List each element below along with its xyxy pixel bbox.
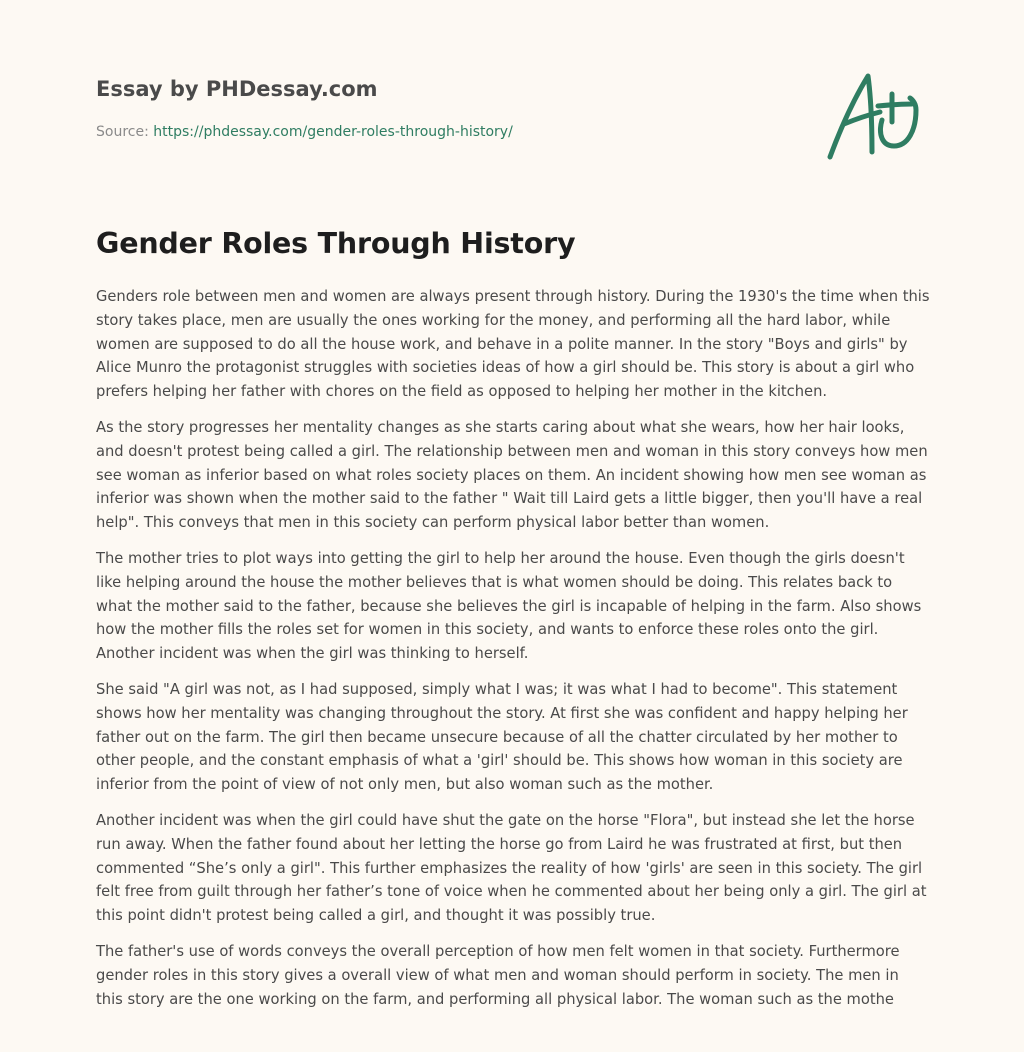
paragraph: Genders role between men and women are always present through history. During the 1930's the time when this story takes place, men are usually the ones working for the money, and performing all the hard labor, while women are supposed to do all the house work, and behave in a polite manner. In the story "Boys and girls" by Alice Munro the protagonist struggles with societies ideas of how a girl should be. This story is about a girl who prefers helping her father with chores on the field as opposed to helping her mother in the kitchen. [96, 288, 930, 401]
source-line [96, 122, 796, 142]
essay-body [96, 285, 930, 1023]
source-link[interactable]: https://phdessay.com/gender-roles-through-history/ [153, 124, 513, 140]
brand-title: Essay by PHDessay.com [96, 77, 378, 101]
paragraph: As the story progresses her mentality changes as she starts caring about what she wears, how her hair looks, and doesn't protest being called a girl. The relationship between men and woman in this story conveys how men see woman as inferior based on what roles society places on them. An incident showing how men see woman as inferior was shown when the mother said to the father " Wait till Laird gets a little bigger, then you'll have a real help". This conveys that men in this society can perform physical labor better than women. [96, 418, 928, 532]
paragraph: The mother tries to plot ways into getting the girl to help her around the house. Even though the girls doesn't like helping around the house the mother believes that is what women should be doing. This relates back to what the mother said to the father, because she believes the girl is incapable of helping in the farm. Also shows how the mother fills the roles set for women in this society, and wants to enforce these roles onto the girl. Another incident was when the girl was thinking to herself. [96, 549, 922, 663]
paragraph: The father's use of words conveys the overall perception of how men felt women in that society. Furthermore gender roles in this story gives a overall view of what men and woman should perform in society. The men in this story are the one working on the farm, and performing all physical labor. The woman such as the mothe [96, 942, 900, 1008]
a-plus-logo-icon [822, 68, 928, 164]
source-label: Source: [96, 124, 154, 140]
paragraph: Another incident was when the girl could have shut the gate on the horse "Flora", but instead she let the horse run away. When the father found about her letting the horse go from Laird he was frustrated at first, but then commented “She’s only a girl". This further emphasizes the reality of how 'girls' are seen in this society. The girl felt free from guilt through her father’s tone of voice when he commented about her being only a girl. The girl at this point didn't protest being called a girl, and thought it was possibly true. [96, 811, 927, 925]
paragraph: She said "A girl was not, as I had supposed, simply what I was; it was what I had to become". This statement shows how her mentality was changing throughout the story. At first she was confident and happy helping her father out on the farm. The girl then became unsecure because of all the chatter circulated by her mother to other people, and the constant emphasis of what a 'girl' should be. This shows how woman in this society are inferior from the point of view of not only men, but also woman such as the mother. [96, 680, 908, 794]
essay-title: Gender Roles Through History [96, 227, 576, 260]
essay-header [96, 72, 796, 142]
